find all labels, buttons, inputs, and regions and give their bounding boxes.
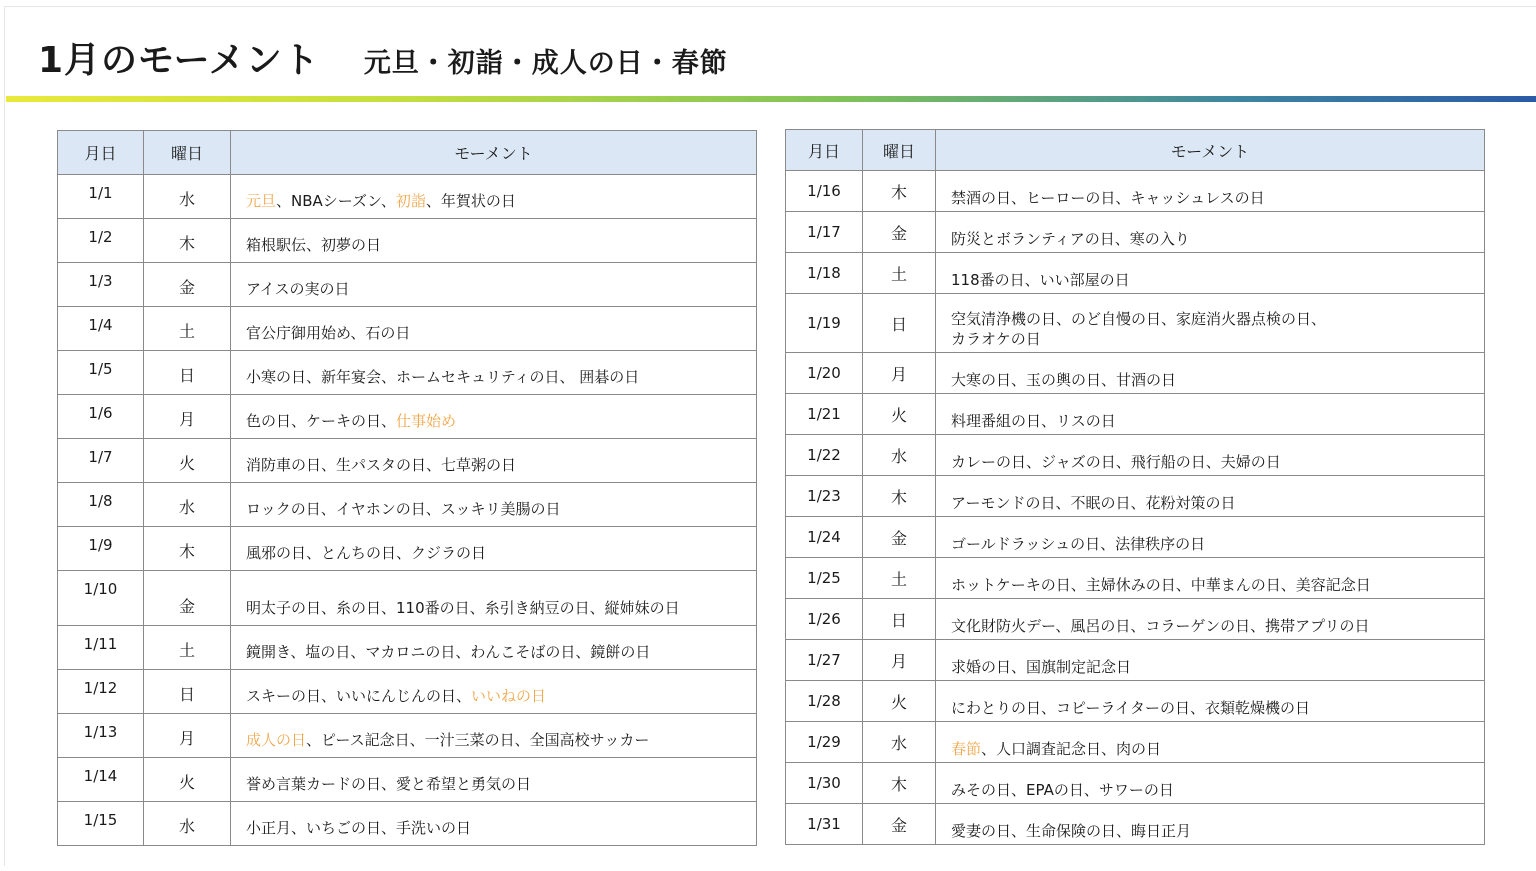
highlighted-moment: 春節 xyxy=(951,740,982,758)
row-moments xyxy=(936,722,1485,763)
table-row xyxy=(58,175,757,219)
table-row xyxy=(786,171,1485,212)
row-date: 1/16 xyxy=(786,171,863,212)
highlighted-moment: 初詣 xyxy=(395,192,426,210)
moment-text: 箱根駅伝、初夢の日 xyxy=(246,236,382,254)
row-weekday: 日 xyxy=(863,294,936,353)
row-moments xyxy=(231,670,757,714)
row-moments xyxy=(936,681,1485,722)
row-weekday: 金 xyxy=(144,263,231,307)
row-date: 1/25 xyxy=(786,558,863,599)
row-moments xyxy=(231,263,757,307)
row-weekday: 火 xyxy=(863,681,936,722)
row-weekday: 木 xyxy=(144,219,231,263)
row-moments xyxy=(231,483,757,527)
highlighted-moment: いいねの日 xyxy=(471,687,547,705)
row-weekday: 日 xyxy=(144,670,231,714)
row-weekday: 木 xyxy=(863,171,936,212)
row-moments xyxy=(936,558,1485,599)
table-row xyxy=(786,353,1485,394)
row-date: 1/3 xyxy=(58,263,144,307)
row-weekday: 土 xyxy=(863,558,936,599)
row-weekday: 金 xyxy=(863,517,936,558)
row-date: 1/30 xyxy=(786,763,863,804)
moment-text: 文化財防火デー、風呂の日、コラーゲンの日、携帯アプリの日 xyxy=(951,617,1370,635)
table-row xyxy=(58,802,757,846)
table-row xyxy=(58,626,757,670)
row-date: 1/11 xyxy=(58,626,144,670)
row-date: 1/31 xyxy=(786,804,863,845)
row-moments xyxy=(936,294,1485,353)
row-moments xyxy=(231,571,757,626)
table-row xyxy=(786,476,1485,517)
row-weekday: 木 xyxy=(863,476,936,517)
row-weekday: 金 xyxy=(863,804,936,845)
moment-text: 風邪の日、とんちの日、クジラの日 xyxy=(246,544,487,562)
moment-text: カラオケの日 xyxy=(951,330,1041,348)
table-row xyxy=(58,758,757,802)
moment-text: 大寒の日、玉の輿の日、甘酒の日 xyxy=(951,371,1177,389)
table-row xyxy=(786,681,1485,722)
moment-text: 空気清浄機の日、のど自慢の日、家庭消火器点検の日、 xyxy=(951,310,1327,328)
highlighted-moment: 元旦 xyxy=(246,192,277,210)
row-weekday: 水 xyxy=(863,722,936,763)
row-weekday: 金 xyxy=(144,571,231,626)
table-row xyxy=(786,558,1485,599)
moment-text: アイスの実の日 xyxy=(246,280,350,298)
row-date: 1/8 xyxy=(58,483,144,527)
row-date: 1/9 xyxy=(58,527,144,571)
page-title: 1月のモーメント xyxy=(38,40,320,81)
row-weekday: 土 xyxy=(863,253,936,294)
row-moments xyxy=(231,802,757,846)
moment-text: アーモンドの日、不眠の日、花粉対策の日 xyxy=(951,494,1236,512)
row-weekday: 月 xyxy=(863,640,936,681)
row-date: 1/6 xyxy=(58,395,144,439)
table-row xyxy=(58,395,757,439)
moments-table-left xyxy=(57,130,757,846)
header-moment: モーメント xyxy=(231,131,757,175)
row-moments xyxy=(936,353,1485,394)
table-row xyxy=(786,212,1485,253)
row-date: 1/4 xyxy=(58,307,144,351)
moment-text: 、人口調査記念日、肉の日 xyxy=(981,740,1162,758)
row-date: 1/19 xyxy=(786,294,863,353)
moment-text: 誉め言葉カードの日、愛と希望と勇気の日 xyxy=(246,775,532,793)
moment-text: ロックの日、イヤホンの日、スッキリ美腸の日 xyxy=(246,500,561,518)
title-row xyxy=(38,32,728,80)
table-row xyxy=(58,307,757,351)
moments-table-right xyxy=(785,129,1485,845)
row-date: 1/29 xyxy=(786,722,863,763)
table-row xyxy=(58,527,757,571)
row-weekday: 土 xyxy=(144,307,231,351)
moment-text: 小正月、いちごの日、手洗いの日 xyxy=(246,819,472,837)
row-date: 1/27 xyxy=(786,640,863,681)
moment-text: ホットケーキの日、主婦休みの日、中華まんの日、美容記念日 xyxy=(951,576,1371,594)
table-row xyxy=(786,294,1485,353)
row-moments xyxy=(231,439,757,483)
moment-text: 118番の日、いい部屋の日 xyxy=(951,271,1130,289)
row-date: 1/20 xyxy=(786,353,863,394)
row-weekday: 金 xyxy=(863,212,936,253)
table-row xyxy=(58,571,757,626)
row-weekday: 日 xyxy=(144,351,231,395)
row-date: 1/23 xyxy=(786,476,863,517)
moment-text: 愛妻の日、生命保険の日、晦日正月 xyxy=(951,822,1192,840)
highlighted-moment: 仕事始め xyxy=(396,412,457,430)
moment-text: 、ピース記念日、一汁三菜の日、全国高校サッカー xyxy=(306,731,650,749)
row-moments xyxy=(936,394,1485,435)
row-weekday: 水 xyxy=(863,435,936,476)
moment-text: 、NBAシーズン、 xyxy=(276,192,396,210)
row-date: 1/13 xyxy=(58,714,144,758)
moment-text: 求婚の日、国旗制定記念日 xyxy=(951,658,1132,676)
table-row xyxy=(58,483,757,527)
row-moments xyxy=(231,307,757,351)
moment-text: 防災とボランティアの日、寒の入り xyxy=(951,230,1190,248)
table-row xyxy=(58,714,757,758)
moment-text: 鏡開き、塩の日、マカロニの日、わんこそばの日、鏡餅の日 xyxy=(246,643,651,661)
header-date: 月日 xyxy=(58,131,144,175)
row-weekday: 火 xyxy=(144,439,231,483)
row-moments xyxy=(936,171,1485,212)
row-date: 1/12 xyxy=(58,670,144,714)
row-weekday: 月 xyxy=(144,714,231,758)
table-row xyxy=(786,599,1485,640)
row-moments xyxy=(231,626,757,670)
row-moments xyxy=(231,351,757,395)
row-moments xyxy=(936,212,1485,253)
row-moments xyxy=(231,527,757,571)
row-moments xyxy=(936,763,1485,804)
table-row xyxy=(58,439,757,483)
table-row xyxy=(786,394,1485,435)
row-moments xyxy=(231,714,757,758)
row-weekday: 火 xyxy=(863,394,936,435)
row-weekday: 木 xyxy=(863,763,936,804)
row-moments xyxy=(936,435,1485,476)
table-row xyxy=(786,804,1485,845)
row-date: 1/17 xyxy=(786,212,863,253)
moment-text: カレーの日、ジャズの日、飛行船の日、夫婦の日 xyxy=(951,453,1281,471)
row-moments xyxy=(231,758,757,802)
row-date: 1/14 xyxy=(58,758,144,802)
moment-text: スキーの日、いいにんじんの日、 xyxy=(246,687,472,705)
row-date: 1/28 xyxy=(786,681,863,722)
moment-text: 禁酒の日、ヒーローの日、キャッシュレスの日 xyxy=(951,189,1265,207)
row-date: 1/21 xyxy=(786,394,863,435)
row-date: 1/1 xyxy=(58,175,144,219)
table-row xyxy=(786,253,1485,294)
table-header-row xyxy=(58,131,757,175)
row-moments xyxy=(936,640,1485,681)
row-weekday: 火 xyxy=(144,758,231,802)
row-date: 1/22 xyxy=(786,435,863,476)
page-subtitle: 元旦・初詣・成人の日・春節 xyxy=(363,48,728,79)
moment-text: 色の日、ケーキの日、 xyxy=(246,412,397,430)
moment-text: 、年賀状の日 xyxy=(425,192,516,210)
row-weekday: 水 xyxy=(144,802,231,846)
table-row xyxy=(786,640,1485,681)
row-weekday: 月 xyxy=(144,395,231,439)
moment-text: 明太子の日、糸の日、110番の日、糸引き納豆の日、縦姉妹の日 xyxy=(246,599,680,617)
moment-text: ゴールドラッシュの日、法律秩序の日 xyxy=(951,535,1206,553)
row-moments xyxy=(936,804,1485,845)
row-moments xyxy=(936,599,1485,640)
table-row xyxy=(58,670,757,714)
row-moments xyxy=(231,395,757,439)
row-weekday: 水 xyxy=(144,175,231,219)
table-row xyxy=(58,351,757,395)
table-row xyxy=(786,517,1485,558)
row-date: 1/10 xyxy=(58,571,144,626)
row-weekday: 土 xyxy=(144,626,231,670)
table-row xyxy=(786,763,1485,804)
table-row xyxy=(786,722,1485,763)
header-weekday: 曜日 xyxy=(144,131,231,175)
header-weekday: 曜日 xyxy=(863,130,936,171)
moment-text: 小寒の日、新年宴会、ホームセキュリティの日、 囲碁の日 xyxy=(246,368,640,386)
row-date: 1/26 xyxy=(786,599,863,640)
row-weekday: 日 xyxy=(863,599,936,640)
row-date: 1/2 xyxy=(58,219,144,263)
row-weekday: 木 xyxy=(144,527,231,571)
row-moments xyxy=(231,219,757,263)
row-moments xyxy=(936,476,1485,517)
moment-text: 料理番組の日、リスの日 xyxy=(951,412,1116,430)
table-header-row xyxy=(786,130,1485,171)
row-moments xyxy=(936,517,1485,558)
row-date: 1/15 xyxy=(58,802,144,846)
moment-text: 消防車の日、生パスタの日、七草粥の日 xyxy=(246,456,517,474)
row-weekday: 水 xyxy=(144,483,231,527)
moment-text: にわとりの日、コピーライターの日、衣類乾燥機の日 xyxy=(951,699,1310,717)
row-weekday: 月 xyxy=(863,353,936,394)
header-moment: モーメント xyxy=(936,130,1485,171)
moment-text: みその日、EPAの日、サワーの日 xyxy=(951,781,1174,799)
row-date: 1/24 xyxy=(786,517,863,558)
row-date: 1/5 xyxy=(58,351,144,395)
moment-text: 官公庁御用始め、石の日 xyxy=(246,324,411,342)
table-row xyxy=(58,219,757,263)
gradient-divider xyxy=(6,96,1536,102)
highlighted-moment: 成人の日 xyxy=(246,731,307,749)
header-date: 月日 xyxy=(786,130,863,171)
row-moments xyxy=(231,175,757,219)
row-date: 1/18 xyxy=(786,253,863,294)
row-moments xyxy=(936,253,1485,294)
row-date: 1/7 xyxy=(58,439,144,483)
table-row xyxy=(58,263,757,307)
table-row xyxy=(786,435,1485,476)
